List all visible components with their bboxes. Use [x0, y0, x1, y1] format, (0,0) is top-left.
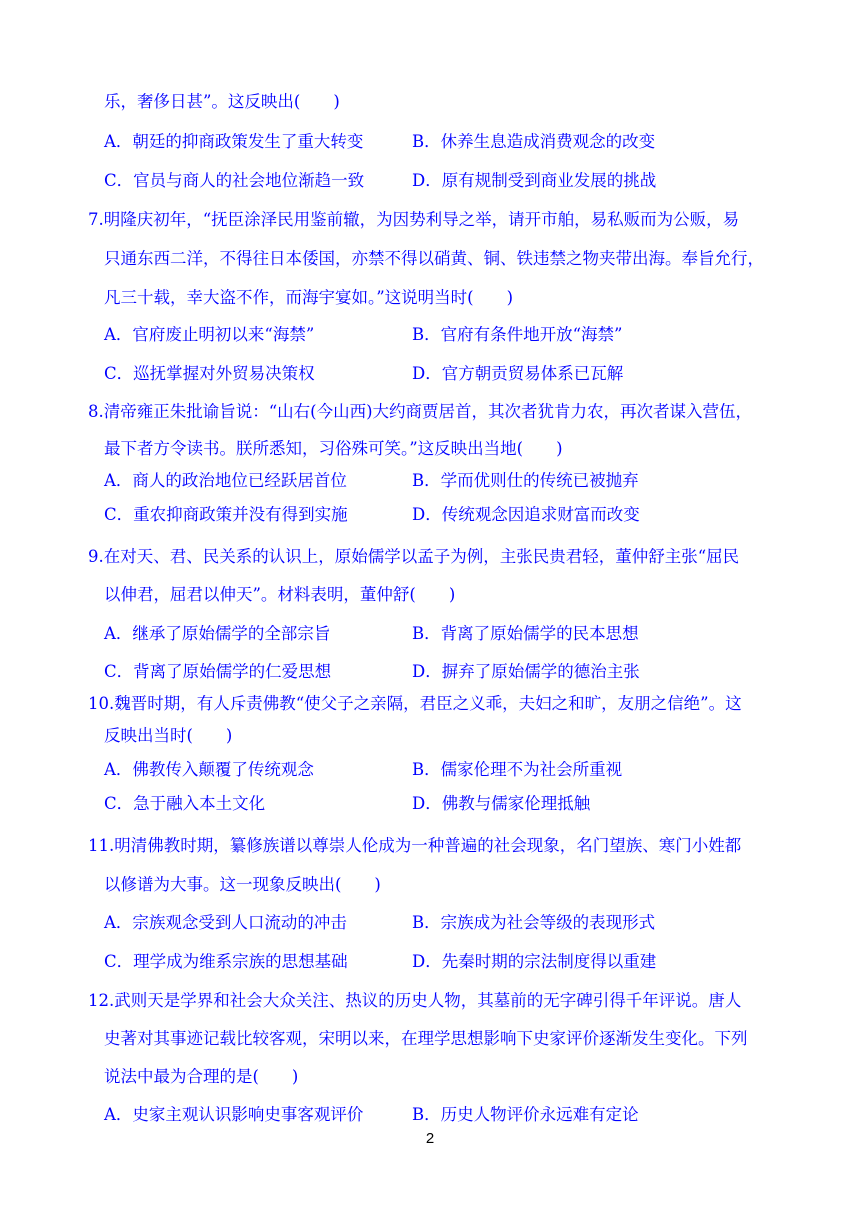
question-10-option-a: A．佛教传入颠覆了传统观念: [104, 760, 314, 779]
question-11-option-a: A．宗族观念受到人口流动的冲击: [104, 913, 347, 932]
question-6-option-b: B．休养生息造成消费观念的改变: [412, 132, 656, 151]
question-12-line-1: 12.武则天是学界和社会大众关注、热议的历史人物，其墓前的无字碑引得千年评说。唐人: [88, 991, 742, 1010]
question-9-option-a: A．继承了原始儒学的全部宗旨: [104, 624, 331, 643]
question-11-line-1: 11.明清佛教时期，纂修族谱以尊崇人伦成为一种普遍的社会现象，名门望族、寒门小姓都: [88, 836, 742, 855]
question-7-option-d: D．官方朝贡贸易体系已瓦解: [412, 364, 624, 383]
question-8-option-d: D．传统观念因追求财富而改变: [412, 505, 640, 524]
question-6-option-a: A．朝廷的抑商政策发生了重大转变: [104, 132, 364, 151]
question-9-option-c: C．背离了原始儒学的仁爱思想: [104, 662, 332, 681]
question-7-line-1: 7.明隆庆初年，“抚臣涂泽民用鉴前辙，为因势利导之举，请开市舶，易私贩而为公贩，易: [88, 210, 740, 229]
question-6-option-c: C．官员与商人的社会地位渐趋一致: [104, 171, 365, 190]
question-9-option-b: B．背离了原始儒学的民本思想: [412, 624, 639, 643]
question-8-line-2: 最下者方令读书。朕所悉知，习俗殊可笑。”这反映出当地( ): [104, 439, 563, 458]
question-8-option-b: B．学而优则仕的传统已被抛弃: [412, 471, 639, 490]
question-11-option-c: C．理学成为维系宗族的思想基础: [104, 952, 348, 971]
question-7-option-a: A．官府废止明初以来“海禁”: [104, 325, 315, 344]
question-9-line-2: 以伸君，屈君以伸天”。材料表明，董仲舒( ): [104, 585, 456, 604]
question-6-fragment-text: 乐，奢侈日甚”。这反映出( ): [104, 92, 340, 111]
question-6-option-d: D．原有规制受到商业发展的挑战: [412, 171, 657, 190]
question-8-option-a: A．商人的政治地位已经跃居首位: [104, 471, 347, 490]
question-8-option-c: C．重农抑商政策并没有得到实施: [104, 505, 348, 524]
question-11-option-b: B．宗族成为社会等级的表现形式: [412, 913, 656, 932]
question-10-line-2: 反映出当时( ): [104, 726, 233, 745]
question-9-option-d: D．摒弃了原始儒学的德治主张: [412, 662, 640, 681]
question-7-option-c: C．巡抚掌握对外贸易决策权: [104, 364, 315, 383]
question-12-option-a: A．史家主观认识影响史事客观评价: [104, 1105, 364, 1124]
question-9-line-1: 9.在对天、君、民关系的认识上，原始儒学以孟子为例，主张民贵君轻，董仲舒主张“屈民: [88, 547, 740, 566]
question-10-line-1: 10.魏晋时期，有人斥责佛教“使父子之亲隔，君臣之义乖，夫妇之和旷，友朋之信绝”。这: [88, 694, 742, 713]
question-12-line-3: 说法中最为合理的是( ): [104, 1067, 299, 1086]
question-7-line-2: 只通东西二洋，不得往日本倭国，亦禁不得以硝黄、铜、铁违禁之物夹带出海。奉旨允行，: [104, 249, 764, 268]
question-10-option-d: D．佛教与儒家伦理抵触: [412, 794, 591, 813]
question-11-line-2: 以修谱为大事。这一现象反映出( ): [104, 875, 381, 894]
question-7-line-3: 凡三十载，幸大盗不作，而海宇宴如。”这说明当时( ): [104, 288, 514, 307]
question-12-option-b: B．历史人物评价永远难有定论: [412, 1105, 639, 1124]
question-12-line-2: 史著对其事迹记载比较客观，宋明以来，在理学思想影响下史家评价逐渐发生变化。下列: [104, 1029, 748, 1048]
question-10-option-b: B．儒家伦理不为社会所重视: [412, 760, 623, 779]
question-11-option-d: D．先秦时期的宗法制度得以重建: [412, 952, 657, 971]
page-number: 2: [425, 1130, 435, 1147]
question-10-option-c: C．急于融入本土文化: [104, 794, 266, 813]
question-7-option-b: B．官府有条件地开放“海禁”: [412, 325, 623, 344]
question-8-line-1: 8.清帝雍正朱批谕旨说：“山右(今山西)大约商贾居首，其次者犹肯力农，再次者谋入营伍，: [88, 402, 753, 421]
